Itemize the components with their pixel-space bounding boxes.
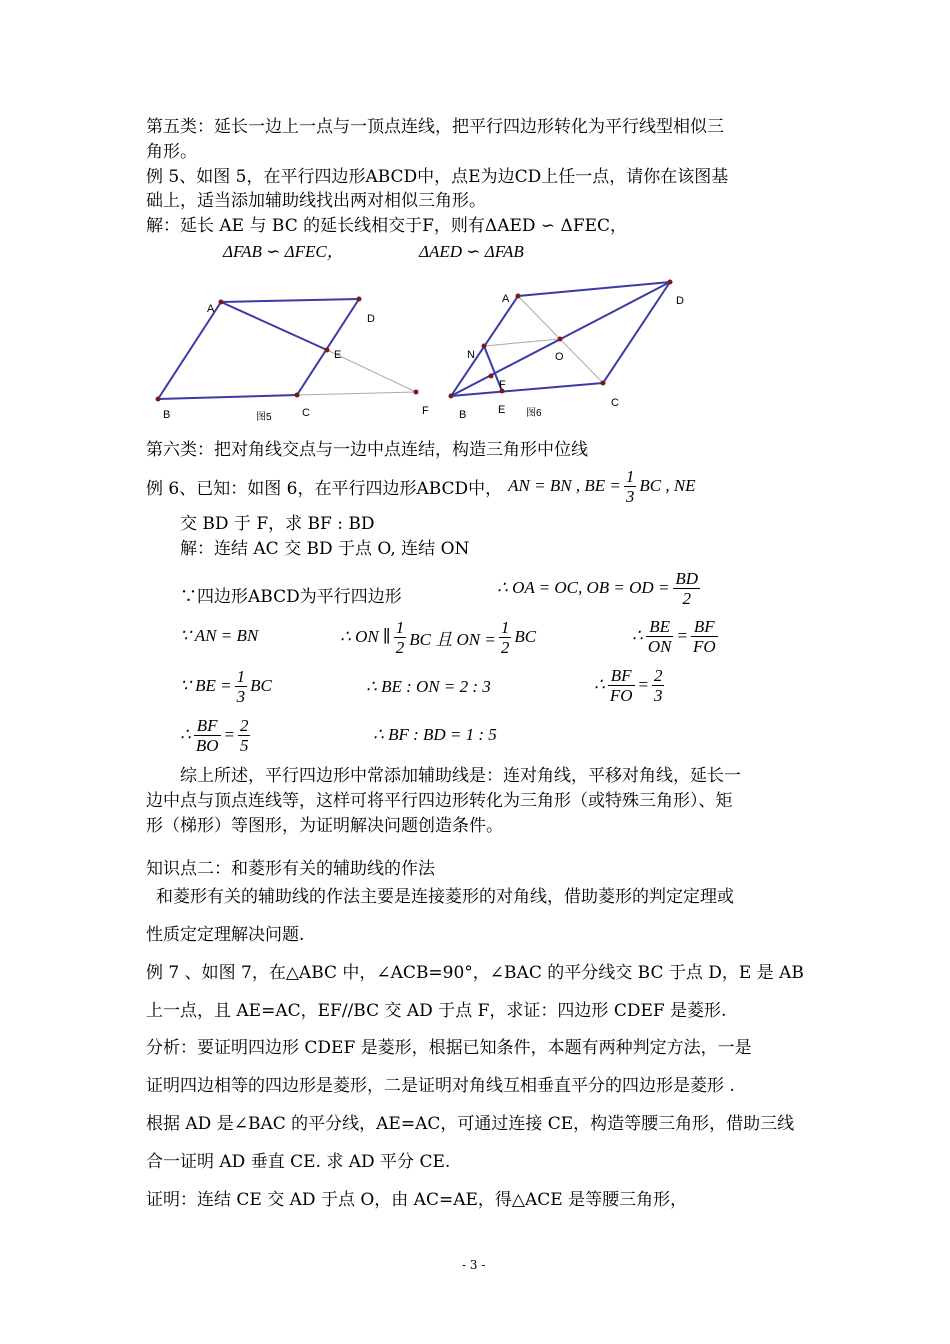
figure5-label-a: A [207,303,215,315]
figure6-diagram [442,280,682,420]
summary-line3: 形（梯形）等图形，为证明解决问题创造条件。 [146,816,503,836]
figure6-label-o: O [555,351,564,363]
example7-analysis3: 根据 AD 是∠BAC 的平分线，AE=AC，可通过连接 CE，构造等腰三角形，借助三线 [146,1114,795,1134]
knowledge2-heading: 知识点二：和菱形有关的辅助线的作法 [146,859,435,879]
example6-row1-left: ∵四边形ABCD为平行四边形 [180,586,402,607]
figure6-label-f: F [499,379,506,391]
figure6-label-n: N [467,349,475,361]
example7-proof1: 证明：连结 CE 交 AD 于点 O，由 AC=AE，得△ACE 是等腰三角形， [146,1190,688,1210]
example7-line1: 例 7 、如图 7，在△ABC 中，∠ACB=90°，∠BAC 的平分线交 BC 于点 D，E 是 AB [146,963,804,983]
example6-line1-pre: 例 6、已知：如图 6，在平行四边形ABCD中， [146,478,503,499]
figure5-label-b: B [163,409,171,421]
example5-line2: 础上，适当添加辅助线找出两对相似三角形。 [146,191,486,211]
figure5-point-c [295,393,300,398]
example6-row2-right: ∴ $\frac{BE}{ON}$ = $\frac{BF}{FO}$ [632,616,716,656]
figure5-point-d [357,297,362,302]
figure5-point-f [414,390,419,395]
figure5-label-d: D [367,313,375,325]
figure5-label-c: C [302,407,310,419]
example6-row1-right: ∴ OA = OC, OB = OD = $\frac{BD}{2}$ [497,568,699,608]
example6-row2-mid: ∴ ON ∥ $\frac{1}{2}$ BC 且 ON = $\frac{1}{2}$ BC [340,617,537,657]
example6-line1-a: AN = BN , BE = [508,476,621,495]
figure6-caption: 图6 [526,408,542,419]
example6-row4-left: ∴ $\frac{BF}{BO}$ = $\frac{2}{5}$ [180,715,249,755]
example6-fraction-1-3: $\frac{1}{3}$ [625,466,635,506]
knowledge2-p1: 和菱形有关的辅助线的作法主要是连接菱形的对角线，借助菱形的判定定理或 [156,887,734,907]
example7-analysis4: 合一证明 AD 垂直 CE. 求 AD 平分 CE. [146,1152,451,1172]
example6-line2: 交 BD 于 F，求 BF : BD [180,514,375,534]
example6-row3-mid: ∴ BE : ON = 2 : 3 [366,677,491,696]
figure5-caption: 图5 [256,412,272,423]
example6-row2-left: ∵ AN = BN [180,626,259,645]
example6-line1 [146,466,696,506]
figure5-diagram [146,288,446,428]
figure6-label-d: D [676,295,684,307]
category6-heading: 第六类：把对角线交点与一边中点连结，构造三角形中位线 [146,440,588,460]
example5-line1: 例 5、如图 5，在平行四边形ABCD中，点E为边CD上任一点，请你在该图基 [146,167,729,187]
summary-line2: 边中点与顶点连线等，这样可将平行四边形转化为三角形（或特殊三角形）、矩 [146,791,733,811]
figure5-point-b [156,397,161,402]
example6-row4-mid: ∴ BF : BD = 1 : 5 [373,725,497,744]
example5-solution: 解：延长 AE 与 BC 的延长线相交于F，则有ΔAED ∽ ΔFEC， [146,216,628,236]
figure6-label-a: A [502,293,510,305]
category5-line2: 角形。 [146,142,197,162]
figure6-label-c: C [611,397,619,409]
figure6-label-e: E [498,404,506,416]
example6-row3-left: ∵ BE = $\frac{1}{3}$ BC [180,666,272,706]
example5-similarity-2: ΔFAB ∽ ΔFEC， [223,242,344,261]
figure5-label-f: F [422,405,429,417]
example7-analysis1: 分析：要证明四边形 CDEF 是菱形，根据已知条件，本题有两种判定方法，一是 [146,1038,752,1058]
summary-line1: 综上所述，平行四边形中常添加辅助线是：连对角线，平移对角线，延长一 [180,766,741,786]
knowledge2-p2: 性质定定理解决问题. [146,925,305,945]
figure5-label-e: E [334,349,342,361]
example6-row3-right: ∴ $\frac{BF}{FO}$ = $\frac{2}{3}$ [594,665,663,705]
figure5-point-e [325,348,330,353]
example5-similarity-3: ΔAED ∽ ΔFAB [419,242,524,261]
page-number: - 3 - [462,1258,486,1272]
example7-line2: 上一点，且 AE=AC，EF//BC 交 AD 于点 F，求证：四边形 CDEF 是菱形. [146,1001,727,1021]
category5-line1: 第五类：延长一边上一点与一顶点连线，把平行四边形转化为平行线型相似三 [146,117,724,137]
example6-line1-b: BC , NE [639,476,696,495]
figure5-point-a [219,300,224,305]
example6-line3: 解：连结 AC 交 BD 于点 O, 连结 ON [180,539,470,559]
figure6-label-b: B [459,409,467,421]
example7-analysis2: 证明四边相等的四边形是菱形，二是证明对角线互相垂直平分的四边形是菱形 . [146,1076,735,1096]
